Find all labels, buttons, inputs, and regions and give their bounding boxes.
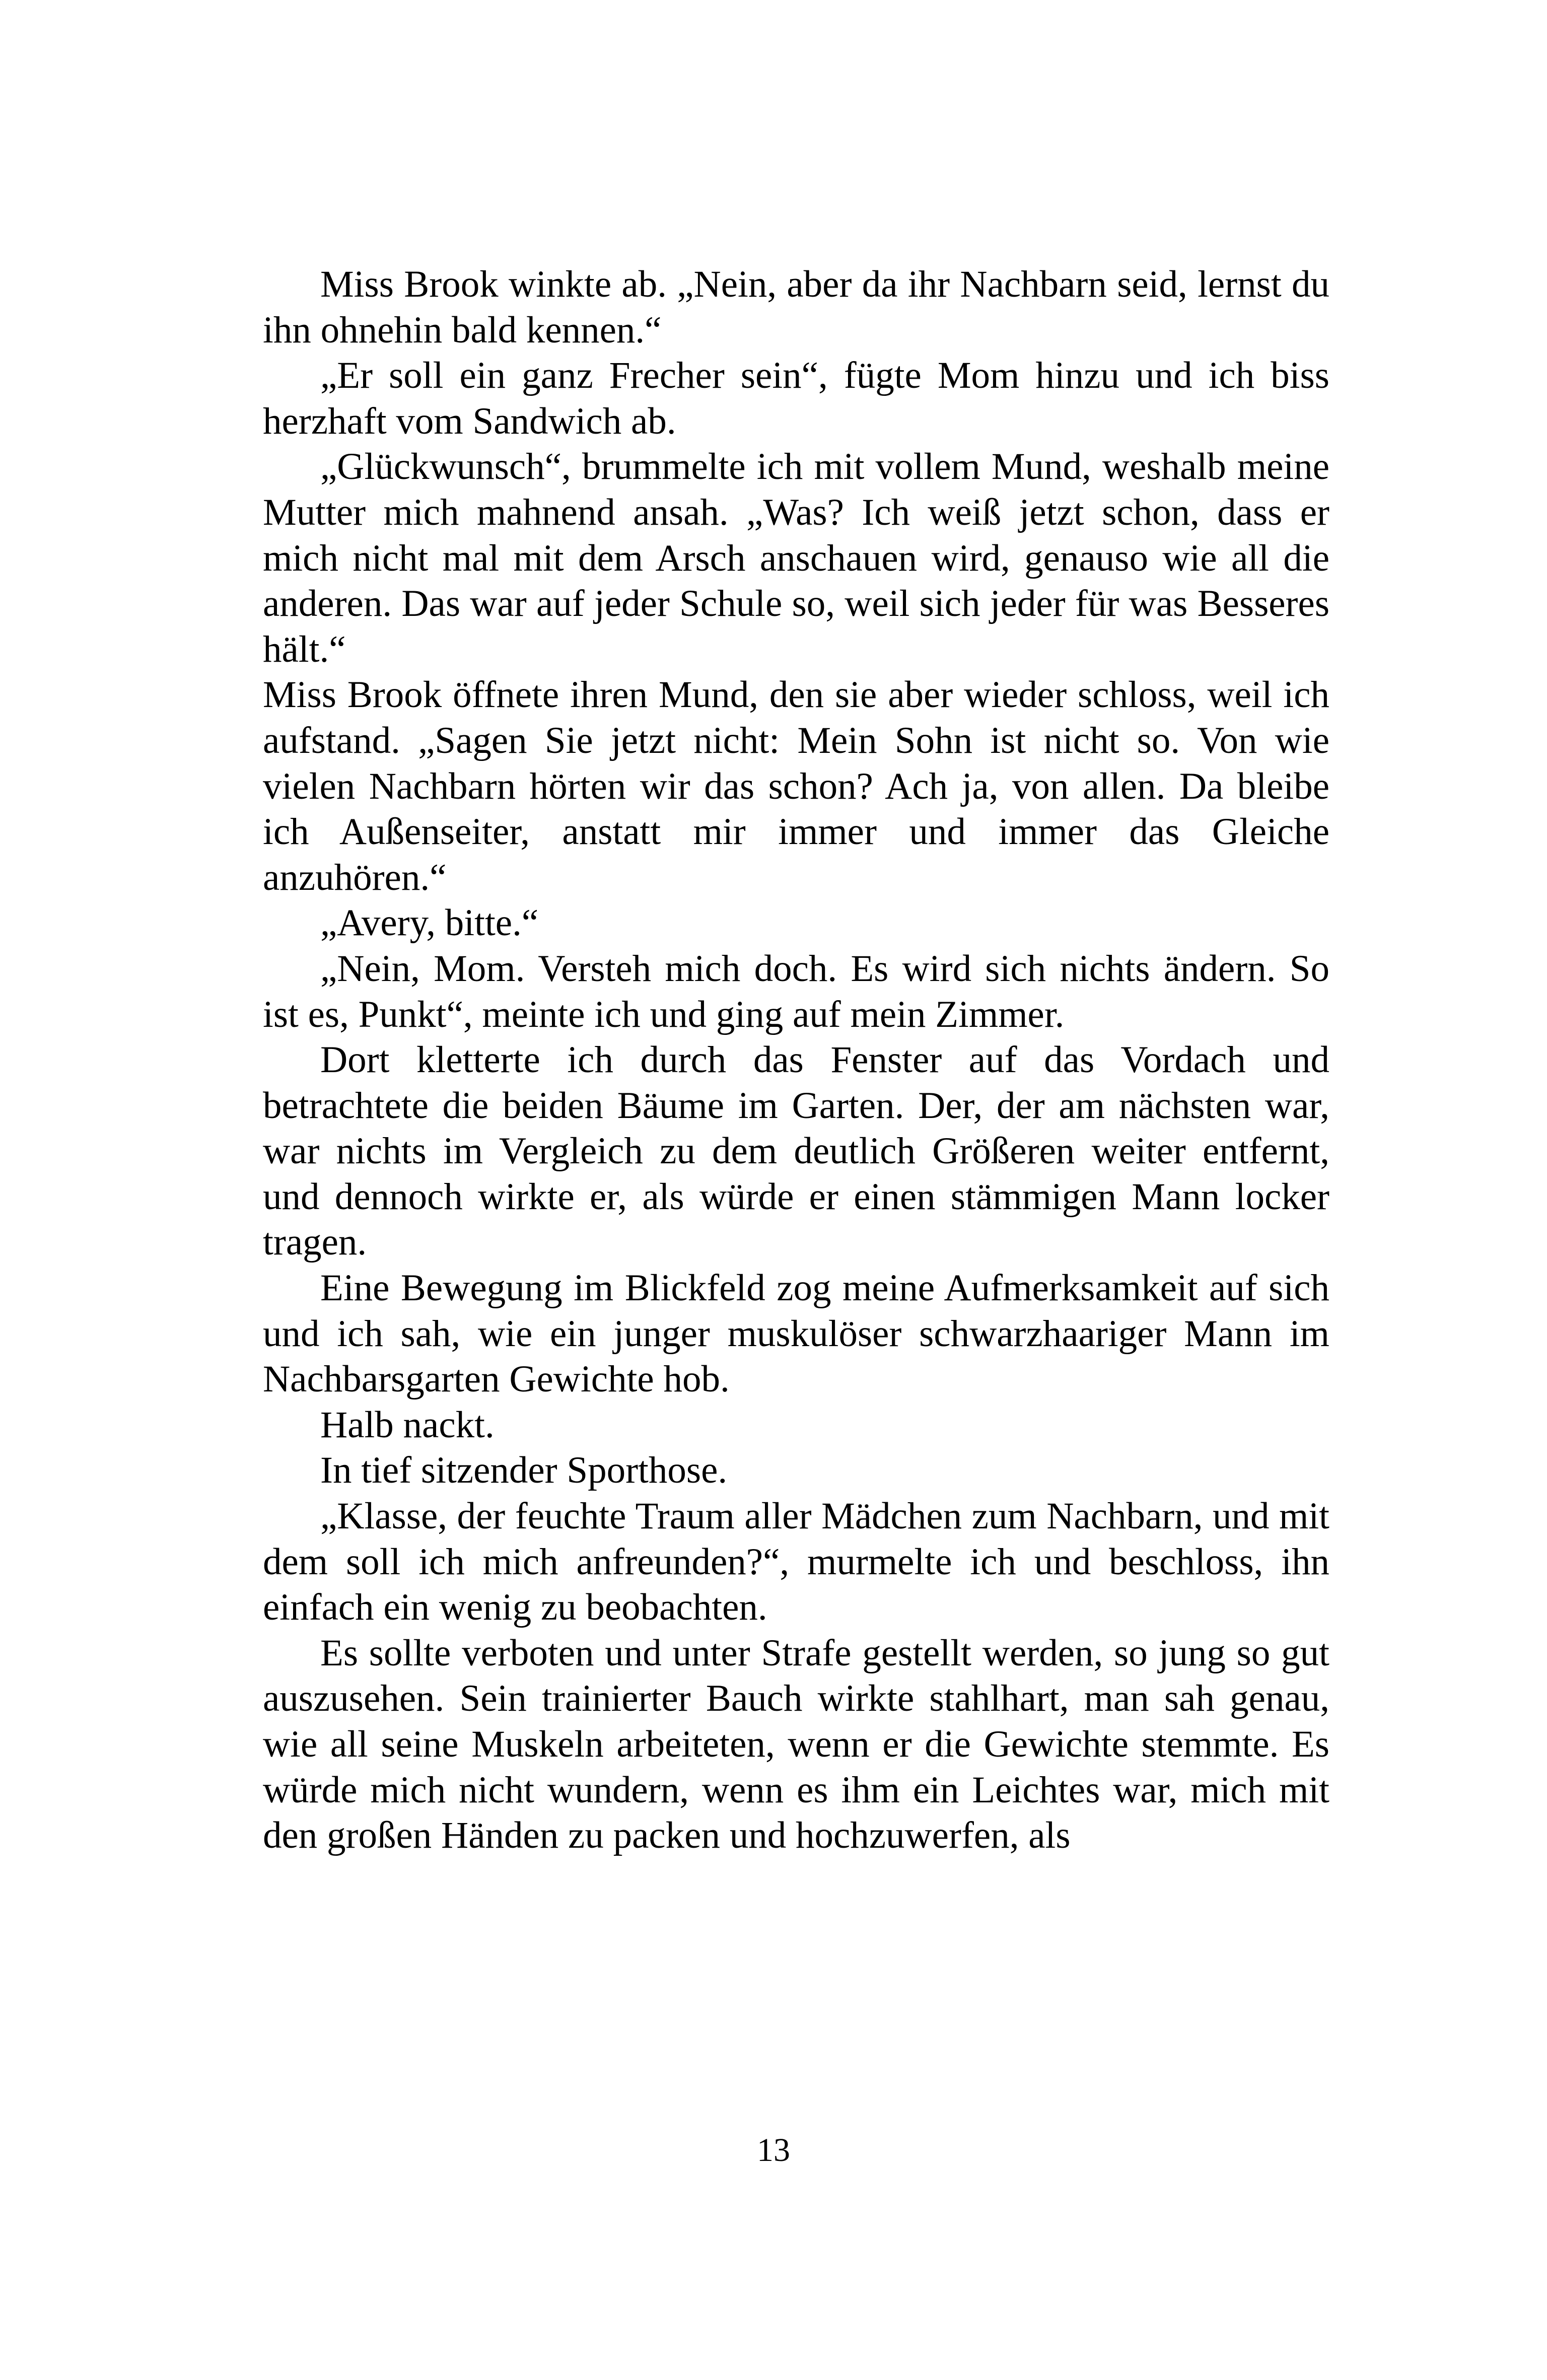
paragraph-8: Eine Bewegung im Blickfeld zog meine Aufmerksamkeit auf sich und ich sah, wie ein junger muskulöser schwarzhaariger Mann im Nachbarsgarten Gewichte hob. [263,1267,1329,1401]
paragraph-9: Halb nackt. [320,1404,495,1446]
page-number: 13 [757,2132,790,2168]
paragraph-6: „Nein, Mom. Versteh mich doch. Es wird sich nichts ändern. So ist es, Punkt“, meinte ich und ging auf mein Zimmer. [263,947,1329,1035]
paragraph-5: „Avery, bitte.“ [320,902,539,944]
paragraph-3: „Glückwunsch“, brummelte ich mit vollem Mund, weshalb meine Mutter mich mahnend ansah. „Was? Ich weiß jetzt schon, dass er mich nicht mal mit dem Arsch anschauen wird, genauso wie all die anderen. Das war auf jeder Schule so, weil sich jeder für was Besseres hält.“ [263,446,1329,670]
paragraph-1: Miss Brook winkte ab. „Nein, aber da ihr Nachbarn seid, lernst du ihn ohnehin bald kennen.“ [263,263,1329,351]
paragraph-7: Dort kletterte ich durch das Fenster auf das Vordach und betrachtete die beiden Bäume im Garten. Der, der am nächsten war, war nichts im Vergleich zu dem deutlich Größeren weiter entfernt, und dennoch wirkte er, als würde er einen stämmigen Mann locker tragen. [263,1039,1329,1264]
paragraph-12: Es sollte verboten und unter Strafe gestellt werden, so jung so gut auszusehen. Sein trainierter Bauch wirkte stahlhart, man sah genau, wie all seine Muskeln arbeiteten, wenn er die Gewichte stemmte. Es würde mich nicht wundern, wenn es ihm ein Leichtes war, mich mit den großen Händen zu packen und hochzuwerfen, als [263,1632,1329,1857]
paragraph-11: „Klasse, der feuchte Traum aller Mädchen zum Nachbarn, und mit dem soll ich mich anfreunden?“, murmelte ich und beschloss, ihn einfach ein wenig zu beobachten. [263,1495,1329,1629]
paragraph-10: In tief sitzender Sporthose. [320,1449,728,1492]
body-text [263,262,1329,1859]
paragraph-2: „Er soll ein ganz Frecher sein“, fügte Mom hinzu und ich biss herzhaft vom Sandwich ab. [263,355,1329,442]
paragraph-4: Miss Brook öffnete ihren Mund, den sie aber wieder schloss, weil ich aufstand. „Sagen Sie jetzt nicht: Mein Sohn ist nicht so. Von wie vielen Nachbarn hörten wir das schon? Ach ja, von allen. Da bleibe ich Außenseiter, anstatt mir immer und immer das Gleiche anzuhören.“ [263,674,1329,898]
